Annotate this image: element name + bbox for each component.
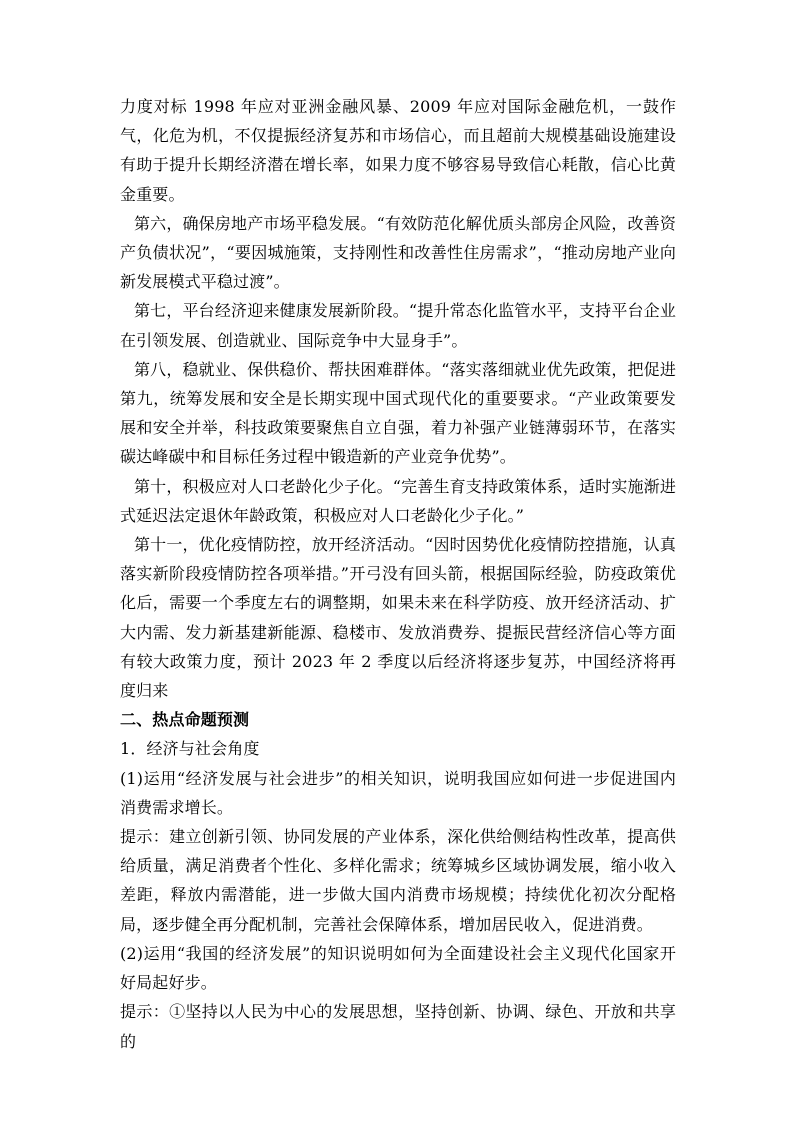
paragraph-point-ten: 第十，积极应对人口老龄化少子化。“完善生育支持政策体系，适时实施渐进式延迟法定退休年龄政策，积极应对人口老龄化少子化。” xyxy=(120,476,676,525)
hint-two: 提示：①坚持以人民为中心的发展思想，坚持创新、协调、绿色、开放和共享的 xyxy=(120,1002,676,1051)
document-body xyxy=(120,92,676,1056)
section-heading: 二、热点命题预测 xyxy=(120,710,250,730)
paragraph-intro: 力度对标 1998 年应对亚洲金融风暴、2009 年应对国际金融危机，一鼓作气，化危为机，不仅提振经济复苏和市场信心，而且超前大规模基础设施建设有助于提升长期经济潜在增长率，如果力度不够容易导致信心耗散，信心比黄金重要。 xyxy=(120,97,676,204)
paragraph-point-six: 第六，确保房地产市场平稳发展。“有效防范化解优质头部房企风险，改善资产负债状况”，“要因城施策，支持刚性和改善性住房需求”，“推动房地产业向新发展模式平稳过渡”。 xyxy=(120,213,676,292)
question-one: (1)运用“经济发展与社会进步”的相关知识，说明我国应如何进一步促进国内消费需求增长。 xyxy=(120,768,676,817)
question-two: (2)运用“我国的经济发展”的知识说明如何为全面建设社会主义现代化国家开好局起好步。 xyxy=(120,943,676,993)
subsection-heading: 1．经济与社会角度 xyxy=(120,739,260,759)
paragraph-point-seven: 第七，平台经济迎来健康发展新阶段。“提升常态化监管水平，支持平台企业在引领发展、创造就业、国际竞争中大显身手”。 xyxy=(120,301,676,350)
paragraph-point-eight-nine: 第八，稳就业、保供稳价、帮扶困难群体。“落实落细就业优先政策，把促进第九，统筹发展和安全是长期实现中国式现代化的重要要求。“产业政策要发展和安全并举，科技政策要聚焦自立自强，着力补强产业链薄弱环节，在落实碳达峰碳中和目标任务过程中锻造新的产业竞争优势”。 xyxy=(120,359,676,467)
paragraph-point-eleven: 第十一，优化疫情防控，放开经济活动。“因时因势优化疫情防控措施，认真落实新阶段疫情防控各项举措。”开弓没有回头箭，根据国际经验，防疫政策优化后，需要一个季度左右的调整期，如果未来在科学防疫、放开经济活动、扩大内需、发力新基建新能源、稳楼市、发放消费券、提振民营经济信心等方面有较大政策力度，预计 2023 年 2 季度以后经济将逐步复苏，中国经济将再度归来 xyxy=(120,535,676,701)
hint-one: 提示：建立创新引领、协同发展的产业体系，深化供给侧结构性改革，提高供给质量，满足消费者个性化、多样化需求；统筹城乡区域协调发展，缩小收入差距，释放内需潜能，进一步做大国内消费市场规模；持续优化初次分配格局，逐步健全再分配机制，完善社会保障体系，增加居民收入，促进消费。 xyxy=(120,827,676,934)
